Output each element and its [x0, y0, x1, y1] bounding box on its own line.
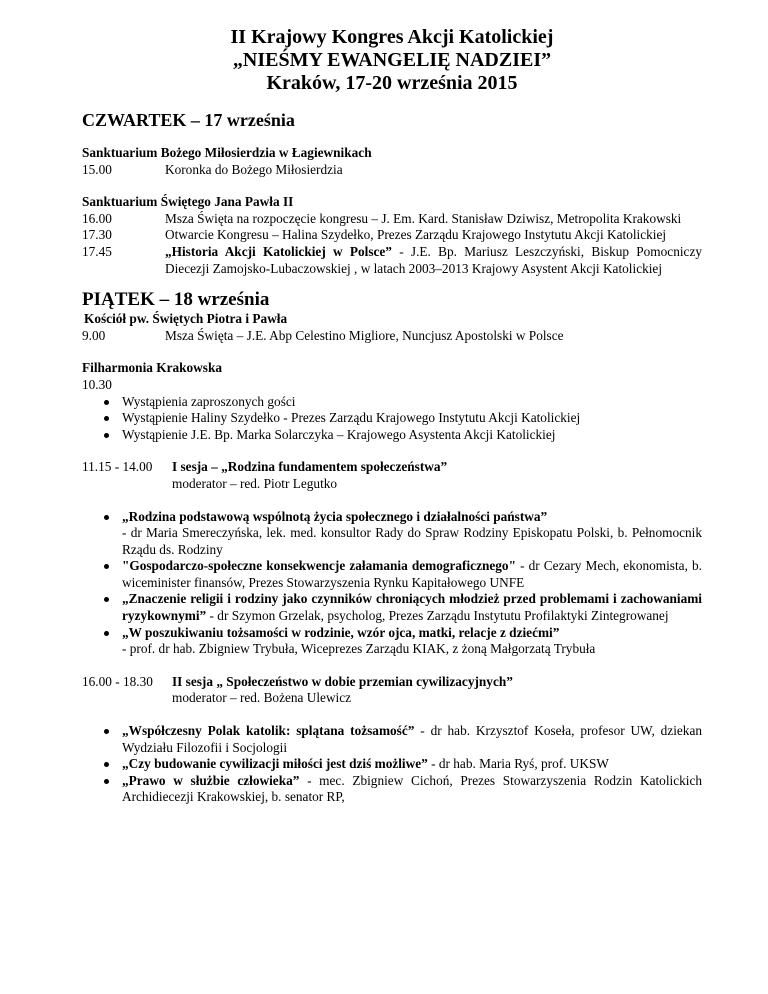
talk-speaker: - dr hab. Krzysztof Koseła, profesor UW, dziekan Wydziału Filozofii i Socjologii	[122, 723, 702, 755]
list-item: Wystąpienie Haliny Szydełko - Prezes Zarządu Krajowego Instytutu Akcji Katolickiej	[122, 410, 702, 427]
event-desc	[165, 244, 702, 277]
document-title	[82, 26, 702, 95]
document-page	[82, 26, 702, 806]
time: 16.00 - 18.30	[82, 673, 153, 689]
friday-venue-1: Kościół pw. Świętych Piotra i Pawła	[84, 311, 288, 327]
session-title: II sesja „ Społeczeństwo w dobie przemian cywilizacyjnych”	[172, 673, 513, 689]
thursday-venue-2: Sanktuarium Świętego Jana Pawła II	[82, 194, 294, 210]
title-line-2: „NIEŚMY EWANGELIĘ NADZIEI”	[232, 49, 552, 71]
schedule-row	[82, 244, 702, 277]
event-desc: Otwarcie Kongresu – Halina Szydełko, Prezes Zarządu Krajowego Instytutu Akcji Katolickiej	[165, 227, 667, 243]
time: 16.00	[82, 210, 112, 226]
session-1-header	[82, 459, 702, 492]
time: 10.30	[82, 376, 112, 392]
talk-title: "Gospodarczo-społeczne konsekwencje załamania demograficznego"	[122, 558, 516, 574]
talk-speaker: - prof. dr hab. Zbigniew Trybuła, Wiceprezes Zarządu KIAK, z żoną Małgorzatą Trybuła	[122, 641, 596, 657]
list-item	[122, 558, 702, 591]
list-item: Wystąpienie J.E. Bp. Marka Solarczyka – Krajowego Asystenta Akcji Katolickiej	[122, 427, 702, 444]
list-item	[122, 773, 702, 806]
time: 9.00	[82, 327, 106, 343]
event-desc: Koronka do Bożego Miłosierdzia	[165, 161, 343, 177]
talk-title: „Prawo w służbie człowieka”	[122, 772, 300, 788]
list-item	[122, 509, 702, 559]
time: 17.45	[82, 243, 112, 259]
title-line-3: Kraków, 17-20 września 2015	[266, 72, 518, 94]
schedule-row	[82, 211, 702, 228]
talk-speaker: - mec. Zbigniew Cichoń, Prezes Stowarzyszenia Rodzin Katolickich Archidiecezji Krakowskiej, b. senator RP,	[122, 772, 702, 805]
time: 17.30	[82, 227, 112, 243]
session-2-talks	[82, 723, 702, 806]
schedule-row	[82, 227, 702, 244]
thursday-heading: CZWARTEK – 17 września	[82, 110, 295, 130]
thursday-venue-1: Sanktuarium Bożego Miłosierdzia w Łagiewnikach	[82, 145, 372, 160]
title-line-1: II Krajowy Kongres Akcji Katolickiej	[230, 26, 554, 48]
talk-title: „W poszukiwaniu tożsamości w rodzinie, wzór ojca, matki, relacje z dziećmi”	[122, 624, 560, 640]
event-title: „Historia Akcji Katolickiej w Polsce”	[165, 243, 392, 259]
time: 11.15 - 14.00	[82, 459, 153, 475]
list-item	[122, 723, 702, 756]
session-1-talks	[82, 509, 702, 658]
talk-title: „Znaczenie religii i rodziny jako czynników chroniących młodzież przed problemami i zachowaniami ryzykownymi”	[122, 591, 702, 624]
talk-title: „Czy budowanie cywilizacji miłości jest dziś możliwe”	[122, 756, 428, 772]
talk-speaker: - dr hab. Maria Ryś, prof. UKSW	[427, 756, 609, 772]
friday-heading: PIĄTEK – 18 września	[82, 289, 270, 311]
talk-title: „Rodzina podstawową wspólnotą życia społecznego i działalności państwa”	[122, 508, 548, 524]
schedule-row	[82, 328, 702, 345]
list-item	[122, 625, 702, 658]
event-desc: Msza Święta na rozpoczęcie kongresu – J. Em. Kard. Stanisław Dziwisz, Metropolita Krakowski	[165, 210, 682, 226]
session-moderator: moderator – red. Piotr Legutko	[172, 475, 338, 491]
opening-list	[82, 394, 702, 444]
friday-venue-2: Filharmonia Krakowska	[82, 360, 223, 376]
talk-title: „Współczesny Polak katolik: splątana tożsamość”	[122, 723, 415, 739]
session-2-header	[82, 674, 702, 707]
time: 15.00	[82, 161, 112, 177]
event-speaker: - J.E. Bp. Mariusz Leszczyński, Biskup Pomocniczy Diecezji Zamojsko-Lubaczowskiej , w latach 2003–2013 Krajowy Asystent Akcji Katolickiej	[165, 243, 702, 276]
list-item	[122, 756, 702, 773]
talk-speaker: - dr Maria Smereczyńska, lek. med. konsultor Rady do Spraw Rodziny Episkopatu Polski, b. Pełnomocnik Rządu ds. Rodziny	[122, 525, 702, 557]
talk-speaker: - dr Szymon Grzelak, psycholog, Prezes Zarządu Instytutu Profilaktyki Zintegrowanej	[206, 608, 669, 624]
schedule-row	[82, 162, 702, 179]
list-item: Wystąpienia zaproszonych gości	[122, 394, 702, 411]
session-moderator: moderator – red. Bożena Ulewicz	[172, 690, 352, 706]
talk-speaker: - dr Cezary Mech, ekonomista, b. wiceminister finansów, Prezes Stowarzyszenia Rynku Kapitałowego UNFE	[122, 558, 702, 590]
event-desc: Msza Święta – J.E. Abp Celestino Migliore, Nuncjusz Apostolski w Polsce	[165, 327, 564, 343]
list-item	[122, 591, 702, 624]
session-title: I sesja – „Rodzina fundamentem społeczeństwa”	[172, 459, 448, 475]
